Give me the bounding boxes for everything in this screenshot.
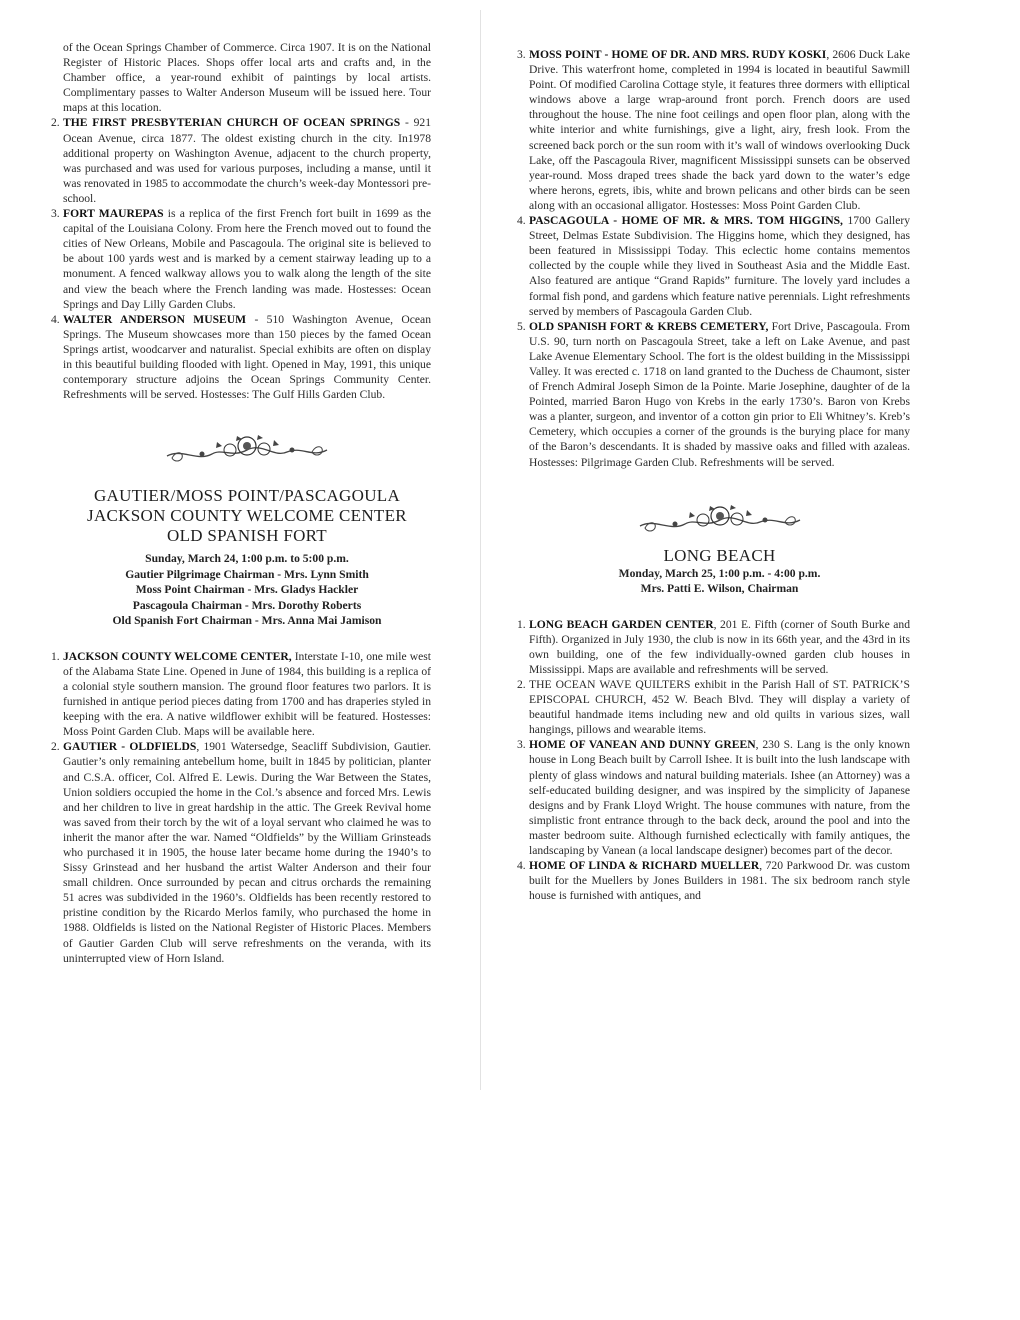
list-item — [51, 206, 432, 312]
item-number: 4. — [517, 859, 526, 873]
event-date: Sunday, March 24, 1:00 p.m. to 5:00 p.m. — [145, 552, 349, 566]
floral-ornament-icon — [635, 498, 805, 538]
item-text: , 2606 Duck Lake Drive. This waterfront home, completed in 1994 is located in beautiful Sawmill Point. Of modified Carolina Cottage style, it features three dormers with elliptical windows above a large wrap-around front porch. French doors are used throughout the house. The nine foot ceilings and open floor plan, along with the white interior and white furnishings, give a light, airy, fresh look. From the screened back porch or the sun room with it’s wall of windows overlooking Duck Lake, off the Pascagoula River, magnificent Mississippi sunsets can be observed year-round. Moss draped trees shade the back yard down to the water’s edge where herons, egrets, ibis, white and brown pelicans and other birds can be seen along with an occasional alligator. Hostesses: Moss Point Garden Club. — [529, 48, 910, 212]
section-header-long-beach — [529, 546, 910, 597]
item-text: - 921 Ocean Avenue, circa 1877. The oldest existing church in the city. In1978 additional property on Washington Avenue, adjacent to the church property, was purchased and was used for various purposes, including a manse, until it was renovated in 1985 to accommodate the church’s week-day Montessori pre-school. — [63, 116, 431, 205]
item-title: WALTER ANDERSON MUSEUM — [63, 312, 247, 326]
list-item — [517, 858, 910, 903]
chairman-line: Pascagoula Chairman - Mrs. Dorothy Roberts — [132, 598, 362, 612]
floral-ornament-icon — [162, 428, 332, 468]
chairman-line: Moss Point Chairman - Mrs. Gladys Hackler — [135, 583, 359, 597]
list-item — [517, 617, 911, 677]
section-title: JACKSON COUNTY WELCOME CENTER — [87, 506, 407, 526]
list-item — [517, 213, 910, 319]
item-text: , 230 S. Lang is the only known house in Long Beach built by Carroll Ishee. It is built into the lush landscape with plenty of glass windows and natural building materials. Ishee (an Attorney) was a self-educated building designer, and was inspired by the simplicity of Japanese designs and by Frank Lloyd Wright. The house communes with nature, from the simplistic front entrance through to the back deck, around the pool and into the master bedroom suite. Although furnished eclectically with family antiques, the landscaping by Vanean (a local landscape designer) becomes part of the decor. — [529, 738, 910, 858]
item-title: MOSS POINT - HOME OF DR. AND MRS. RUDY KOSKI — [529, 48, 827, 61]
item-number: 2. — [51, 116, 60, 130]
list-item — [517, 737, 910, 858]
section-title: OLD SPANISH FORT — [167, 526, 327, 546]
item-number: 2. — [517, 678, 526, 691]
item-number: 5. — [517, 319, 526, 333]
item-title: FORT MAUREPAS — [63, 207, 164, 221]
list-item — [517, 677, 910, 737]
list-item — [51, 649, 431, 740]
list-item — [517, 319, 910, 470]
item-text: , 1901 Watersedge, Seacliff Subdivision, Gautier. Gautier’s only remaining antebellum home, built in 1845 by politician, planter and C.S.A. officer, Col. Alfred E. Lewis. During the War Between the States, Union soldiers occupied the home in the Col.’s absence and forced Mrs. Lewis and her children to live in great hardship in the attic. The Greek Revival home was saved from their torch by the wit of a loyal servant who claimed he was to inherit the manor after the war. Named “Oldfields” by the William Grinsteads who purchased it in 1905, the house later became home during the 1940’s to Sissy Grinstead and her husband the artist Walter Anderson and their four small children. Once surrounded by pecan and citrus orchards the remaining 51 acres was subdivided in the 1960’s. Oldfields has been recently restored to pristine condition by the Ricardo Merlos family, who purchased the home in 1988. Oldfields is listed on the National Register of Historic Places. Members of Gautier Garden Club will serve refreshments on the veranda, with its uninterrupted view of Horn Island. — [63, 740, 432, 965]
item-text: Fort Drive, Pascagoula. From U.S. 90, turn north on Pascagoula Street, take a left on Lake Avenue, and past Lake Avenue Elementary School. The fort is the oldest building in the Mississippi Valley. It was erected c. 1718 on land granted to the Duchess de Chaumont, sister of French Admiral Joseph Simon de la Pointe. Marie Josephine, daughter of de la Pointed, married Baron Hugo von Krebs in the early 1730’s. Baron von Krebs was a planter, surgeon, and inventor of a cotton gin prior to Eli Whitney’s. Kreb’s Cemetery, which occupies a corner of the grounds is the burying place for many of the Baron’s descendants. It is shaded by massive oaks and filled with azaleas. Hostesses: Pilgrimage Garden Club. Refreshments will be served. — [529, 319, 910, 469]
item-text: is a replica of the first French fort built in 1699 as the capital of the Louisiana Colony. From here the French moved out to found the cities of New Orleans, Mobile and Pascagoula. The original site is believed to be about 100 yards west and is marked by a cement stairway leading up to a monument. A fenced walkway allows you to walk along the length of the site and view the beach where the French landing was made. Hostesses: Ocean Springs and Day Lilly Garden Clubs. — [63, 207, 432, 311]
right-column — [517, 47, 911, 903]
list-item — [51, 739, 432, 965]
item-title: HOME OF VANEAN AND DUNNY GREEN — [529, 738, 756, 752]
item-title: HOME OF LINDA & RICHARD MUELLER — [529, 859, 760, 873]
section-header-gautier — [63, 486, 431, 629]
item-title: LONG BEACH GARDEN CENTER — [529, 617, 714, 631]
item-number: 3. — [517, 738, 526, 752]
item-title: THE FIRST PRESBYTERIAN CHURCH OF OCEAN SPRINGS — [63, 116, 401, 130]
item-text: 1700 Gallery Street, Delmas Estate Subdivision. The Higgins home, which they designed, has been featured in Mississippi Today. This eclectic home contains mementos collected by the couple while they lived in Southeast Asia and the Middle East. Also featured are antique “Grand Rapids” furniture. The lovely yard includes a formal fish pond, and gardens which feature native perennials. Light refreshments served by members of Pascagoula Garden Club. — [529, 214, 910, 318]
section-title: GAUTIER/MOSS POINT/PASCAGOULA — [93, 486, 401, 506]
section-title: LONG BEACH — [663, 545, 776, 565]
item-title: JACKSON COUNTY WELCOME CENTER, — [63, 649, 292, 663]
chairman-line: Old Spanish Fort Chairman - Mrs. Anna Mai Jamison — [112, 614, 382, 628]
list-item — [51, 115, 431, 206]
item-title: GAUTIER - OLDFIELDS — [63, 740, 197, 754]
item-text: Interstate I-10, one mile west of the Alabama State Line. Opened in June of 1984, this building is a replica of a colonial style southern mansion. The ground floor features two parlors. It is furnished in antique period pieces dating from 1700 and has draperies styled in keeping with the era. A native wildflower exhibit will be featured. Hostesses: Moss Point Garden Club. Maps will be available here. — [63, 649, 431, 739]
item-number: 3. — [51, 207, 60, 221]
item-number: 2. — [51, 740, 60, 754]
chairman-line: Mrs. Patti E. Wilson, Chairman — [640, 582, 799, 596]
item-text: , 720 Parkwood Dr. was custom built for the Muellers by Jones Builders in 1981. The six bedroom ranch style house is furnished with antiques, and — [529, 859, 910, 903]
left-column — [51, 40, 432, 966]
chairman-line: Gautier Pilgrimage Chairman - Mrs. Lynn Smith — [125, 567, 369, 581]
item-number: 4. — [51, 312, 60, 326]
item-number: 4. — [517, 214, 526, 228]
item-title: PASCAGOULA - HOME OF MR. & MRS. TOM HIGGINS, — [529, 214, 843, 228]
item-text: - 510 Washington Avenue, Ocean Springs. The Museum showcases more than 150 pieces by the famed Ocean Springs artist, woodcarver and naturalist. Special exhibits are often on display in this beautiful building flooded with light. Opened in May, 1991, this unique contemporary structure adjoins the Ocean Springs Community Center. Refreshments will be served. Hostesses: The Gulf Hills Garden Club. — [63, 312, 431, 402]
page-fold-divider — [480, 10, 481, 1090]
list-item — [517, 47, 910, 213]
event-date: Monday, March 25, 1:00 p.m. - 4:00 p.m. — [618, 566, 821, 580]
item-number: 3. — [517, 48, 526, 61]
item-number: 1. — [51, 649, 60, 663]
item-text: , 201 E. Fifth (corner of South Burke and Fifth). Organized in July 1930, the club is now in its 66th year, and the 43rd in its own building, one of the few individually-owned garden club houses in Mississippi. Maps are available and refreshments will be served. — [529, 617, 911, 676]
item-text: THE OCEAN WAVE QUILTERS exhibit in the Parish Hall of ST. PATRICK’S EPISCOPAL CHURCH, 452 W. Beach Blvd. They will display a variety of beautiful handmade items including new and old quilts in various sizes, wall hangings, pillows and wearable items. — [529, 678, 910, 737]
item-title: OLD SPANISH FORT & KREBS CEMETERY, — [529, 319, 769, 333]
item-number: 1. — [517, 617, 526, 631]
intro-paragraph: of the Ocean Springs Chamber of Commerce. Circa 1907. It is on the National Register of Historic Places. Shops offer local arts and crafts and, in the Chamber office, a year-round exhibit of paintings by local artists. Complimentary passes to Walter Anderson Museum will be issued here. Tour maps at this location. — [63, 41, 431, 115]
list-item — [51, 312, 431, 403]
